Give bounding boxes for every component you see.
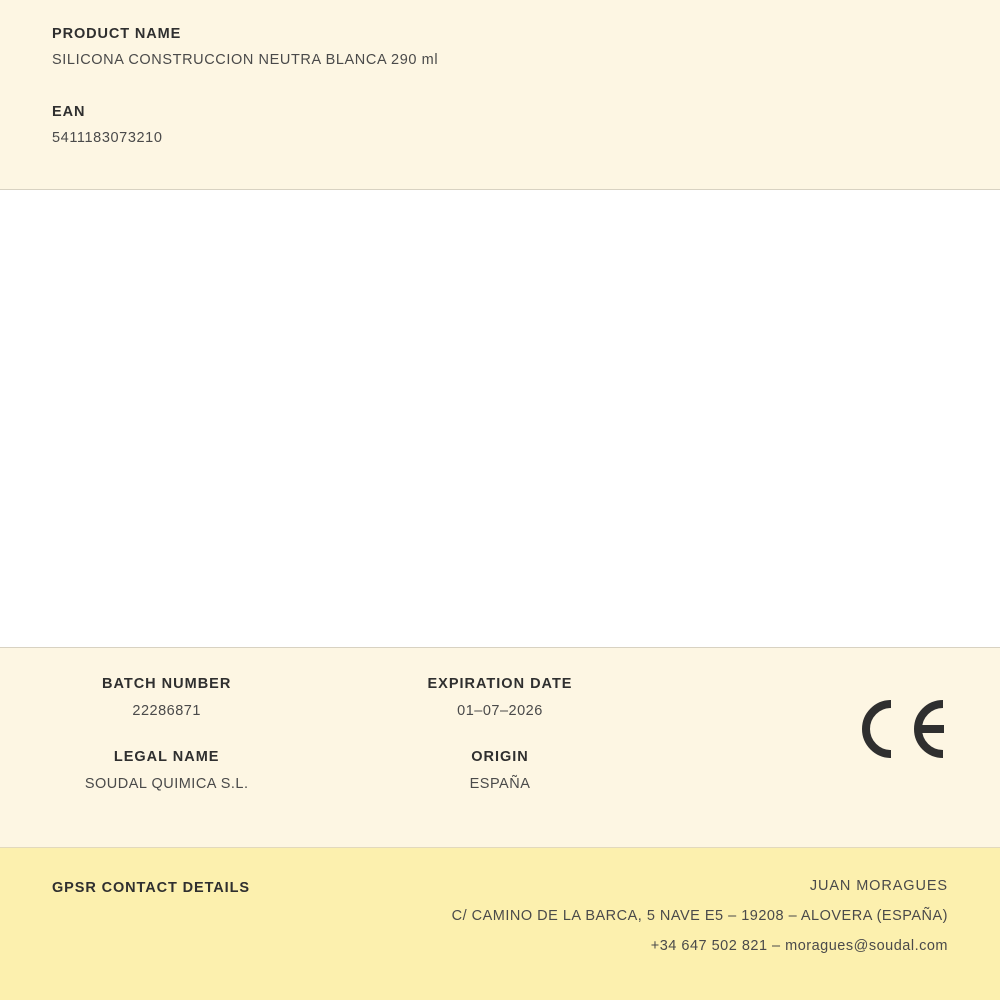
expiration-date-value: 01–07–2026 (457, 703, 543, 719)
gpsr-contact-name: JUAN MORAGUES (809, 878, 948, 894)
blank-content-area (0, 190, 1000, 648)
product-name-value: SILICONA CONSTRUCCION NEUTRA BLANCA 290 ml (52, 52, 439, 68)
product-name-field (52, 26, 1000, 68)
origin-cell (333, 749, 666, 792)
ean-label: EAN (52, 104, 86, 120)
product-header (0, 0, 1000, 190)
legal-name-value: SOUDAL QUIMICA S.L. (84, 776, 249, 792)
ean-value: 5411183073210 (52, 130, 163, 146)
gpsr-footer (0, 848, 1000, 1000)
product-details (0, 648, 1000, 848)
ce-marking-icon (856, 698, 948, 760)
expiration-date-cell (333, 676, 666, 719)
product-name-label: PRODUCT NAME (52, 26, 182, 42)
legal-name-cell (0, 749, 333, 792)
details-grid (0, 676, 1000, 792)
batch-number-value: 22286871 (132, 703, 201, 719)
ce-cell (667, 676, 1000, 719)
gpsr-contact-phone-email: +34 647 502 821 – moragues@soudal.com (650, 938, 948, 954)
batch-number-label: BATCH NUMBER (101, 676, 232, 692)
gpsr-contact-address: C/ CAMINO DE LA BARCA, 5 NAVE E5 – 19208 – ALOVERA (ESPAÑA) (451, 908, 948, 924)
ce-cell-spacer (667, 749, 1000, 792)
gpsr-contact-label: GPSR CONTACT DETAILS (52, 880, 250, 896)
origin-value: ESPAÑA (469, 776, 531, 792)
expiration-date-label: EXPIRATION DATE (427, 676, 573, 692)
batch-number-cell (0, 676, 333, 719)
ean-field (52, 104, 1000, 146)
origin-label: ORIGIN (471, 749, 529, 765)
legal-name-label: LEGAL NAME (113, 749, 220, 765)
